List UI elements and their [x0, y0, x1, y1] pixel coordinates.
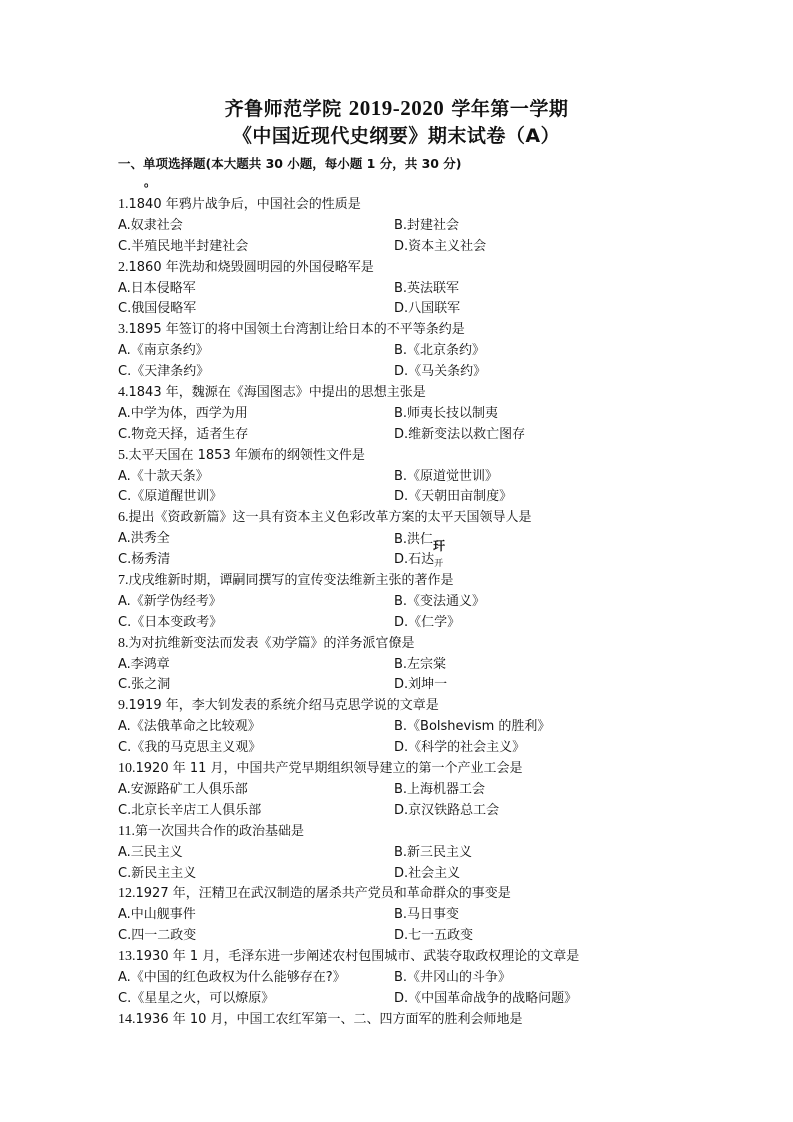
option-a: A.《南京条约》 — [118, 343, 209, 359]
option-b: B.英法联军 — [394, 280, 460, 296]
question-text: 1843 年，魏源在《海国图志》中提出的思想主张是 — [128, 385, 426, 401]
question-stem — [118, 195, 678, 216]
option-b: B.《原道觉世训》 — [394, 468, 499, 484]
question-stem — [118, 320, 678, 341]
option-row — [118, 550, 678, 571]
option-a: A.《十款天条》 — [118, 468, 209, 484]
option-c: C.北京长辛店工人俱乐部 — [118, 802, 262, 818]
option-d — [394, 550, 443, 571]
option-row — [118, 905, 678, 926]
option-row — [118, 592, 678, 613]
option-row — [118, 843, 678, 864]
option-a: A.安源路矿工人俱乐部 — [118, 781, 248, 797]
title-school: 齐鲁师范学院 — [224, 98, 349, 120]
option-row — [118, 529, 678, 554]
option-b — [394, 529, 446, 554]
option-c: C.新民主主义 — [118, 865, 197, 881]
option-row — [118, 487, 678, 508]
option-b: B.《Bolshevism 的胜利》 — [394, 719, 551, 735]
question-list — [118, 195, 678, 1031]
question-stem — [118, 571, 678, 592]
question-number: 13. — [118, 949, 136, 965]
question-stem — [118, 1010, 678, 1031]
option-c: C.《我的马克思主义观》 — [118, 740, 262, 756]
option-d: D.《马关条约》 — [394, 364, 487, 380]
section-trailing-mark: 。 — [144, 175, 157, 189]
question-stem — [118, 446, 678, 467]
question-number: 5. — [118, 447, 129, 463]
option-a: A.日本侵略军 — [118, 280, 196, 296]
option-b: B.左宗棠 — [394, 656, 447, 672]
option-d: D.《仁学》 — [394, 614, 461, 630]
question-number: 6. — [118, 510, 129, 526]
option-b: B.封建社会 — [394, 217, 460, 233]
option-a: A.《新学伪经考》 — [118, 593, 222, 609]
option-b-displaced-glyph: 玕 — [433, 539, 446, 554]
option-row — [118, 425, 678, 446]
option-c: C.《星星之火，可以燎原》 — [118, 990, 275, 1006]
option-row — [118, 299, 678, 320]
option-b: B.师夷长技以制夷 — [394, 405, 499, 421]
question-number: 9. — [118, 698, 129, 714]
option-a: A.中山舰事件 — [118, 907, 196, 923]
question-number: 8. — [118, 635, 129, 651]
question-number: 4. — [118, 385, 129, 401]
option-d: D.《中国革命战争的战略问题》 — [394, 990, 578, 1006]
question-text: 太平天国在 1853 年颁布的纲领性文件是 — [128, 447, 365, 463]
option-row — [118, 279, 678, 300]
option-d: D.八国联军 — [394, 301, 461, 317]
question-number: 12. — [118, 886, 136, 902]
option-row — [118, 738, 678, 759]
option-row — [118, 404, 678, 425]
question-number: 11. — [118, 823, 135, 839]
option-b-text: B.洪仁 — [394, 532, 434, 548]
option-row — [118, 467, 678, 488]
option-c: C.《原道醒世训》 — [118, 489, 223, 505]
option-b: B.《井冈山的斗争》 — [394, 969, 512, 985]
question-stem — [118, 759, 678, 780]
question-number: 2. — [118, 259, 129, 275]
question-text: 1895 年签订的将中国领土台湾割让给日本的不平等条约是 — [128, 322, 465, 338]
question-text: 1860 年洗劫和烧毁圆明园的外国侵略军是 — [128, 259, 374, 275]
option-row — [118, 926, 678, 947]
option-c: C.《日本变政考》 — [118, 614, 223, 630]
option-c: C.物竞天择，适者生存 — [118, 426, 249, 442]
option-row — [118, 717, 678, 738]
option-d: D.刘坤一 — [394, 677, 448, 693]
question-text: 1936 年 10 月，中国工农红军第一、二、四方面军的胜利会师地是 — [135, 1011, 523, 1027]
option-d: D.维新变法以救亡图存 — [394, 426, 526, 442]
option-c: C.《天津条约》 — [118, 364, 210, 380]
exam-title-course: 《中国近现代史纲要》期末试卷（A） — [232, 125, 561, 147]
option-b: B.《北京条约》 — [394, 343, 486, 359]
question-text: 1919 年，李大钊发表的系统介绍马克思学说的文章是 — [128, 698, 439, 714]
question-text: 1930 年 1 月，毛泽东进一步阐述农村包围城市、武装夺取政权理论的文章是 — [135, 949, 580, 965]
option-a: A.《中国的红色政权为什么能够存在?》 — [118, 969, 346, 985]
option-row — [118, 968, 678, 989]
question-text: 1840 年鸦片战争后，中国社会的性质是 — [128, 197, 361, 212]
option-row — [118, 216, 678, 237]
option-d: D.京汉铁路总工会 — [394, 802, 500, 818]
question-text: 1927 年，汪精卫在武汉制造的屠杀共产党员和革命群众的事变是 — [135, 886, 511, 902]
option-d: D.七一五政变 — [394, 928, 474, 944]
option-row — [118, 780, 678, 801]
question-text: 第一次国共合作的政治基础是 — [134, 823, 304, 839]
option-a: A.《法俄革命之比较观》 — [118, 719, 261, 735]
option-d: D.社会主义 — [394, 865, 461, 881]
question-text: 1920 年 11 月，中国共产党早期组织领导建立的第一个产业工会是 — [135, 761, 523, 777]
option-row — [118, 613, 678, 634]
title-term: 学年第一学期 — [444, 98, 569, 120]
question-number: 7. — [118, 573, 129, 589]
exam-title-school-term — [0, 96, 793, 121]
option-a: A.三民主义 — [118, 844, 183, 860]
question-text: 戊戌维新时期，谭嗣同撰写的宣传变法维新主张的著作是 — [128, 573, 454, 589]
option-row — [118, 675, 678, 696]
question-stem — [118, 947, 678, 968]
question-stem — [118, 508, 678, 529]
option-row — [118, 801, 678, 822]
option-a: A.洪秀全 — [118, 531, 170, 547]
question-stem — [118, 884, 678, 905]
option-c: C.杨秀清 — [118, 552, 171, 568]
question-number: 10. — [118, 761, 136, 777]
option-a: A.中学为体，西学为用 — [118, 405, 248, 421]
option-b: B.上海机器工会 — [394, 781, 486, 797]
option-d-displaced-glyph: 开 — [434, 559, 444, 570]
option-row — [118, 362, 678, 383]
question-stem — [118, 696, 678, 717]
question-number: 14. — [118, 1011, 136, 1027]
option-row — [118, 864, 678, 885]
option-b: B.《变法通义》 — [394, 593, 486, 609]
title-year: 2019-2020 — [348, 96, 445, 120]
option-row — [118, 341, 678, 362]
option-d: D.《科学的社会主义》 — [394, 740, 526, 756]
option-row — [118, 237, 678, 258]
question-number: 3. — [118, 322, 129, 338]
question-stem — [118, 383, 678, 404]
option-a: A.李鸿章 — [118, 656, 170, 672]
option-d-text: D.石达 — [394, 552, 435, 568]
option-c: C.半殖民地半封建社会 — [118, 238, 249, 254]
section-heading: 一、单项选择题(本大题共 30 小题，每小题 1 分，共 30 分) — [118, 156, 462, 171]
option-row — [118, 655, 678, 676]
option-d: D.《天朝田亩制度》 — [394, 489, 513, 505]
question-stem — [118, 258, 678, 279]
option-row — [118, 989, 678, 1010]
option-b: B.新三民主义 — [394, 844, 473, 860]
question-number: 1. — [118, 197, 129, 212]
option-d: D.资本主义社会 — [394, 238, 487, 254]
question-text: 为对抗维新变法而发表《劝学篇》的洋务派官僚是 — [128, 635, 415, 651]
question-stem — [118, 634, 678, 655]
option-c: C.张之洞 — [118, 677, 171, 693]
question-stem — [118, 822, 678, 843]
question-text: 提出《资政新篇》这一具有资本主义色彩改革方案的太平天国领导人是 — [128, 510, 532, 526]
option-a: A.奴隶社会 — [118, 217, 183, 233]
option-c: C.四一二政变 — [118, 928, 197, 944]
option-b: B.马日事变 — [394, 907, 460, 923]
option-c: C.俄国侵略军 — [118, 301, 197, 317]
